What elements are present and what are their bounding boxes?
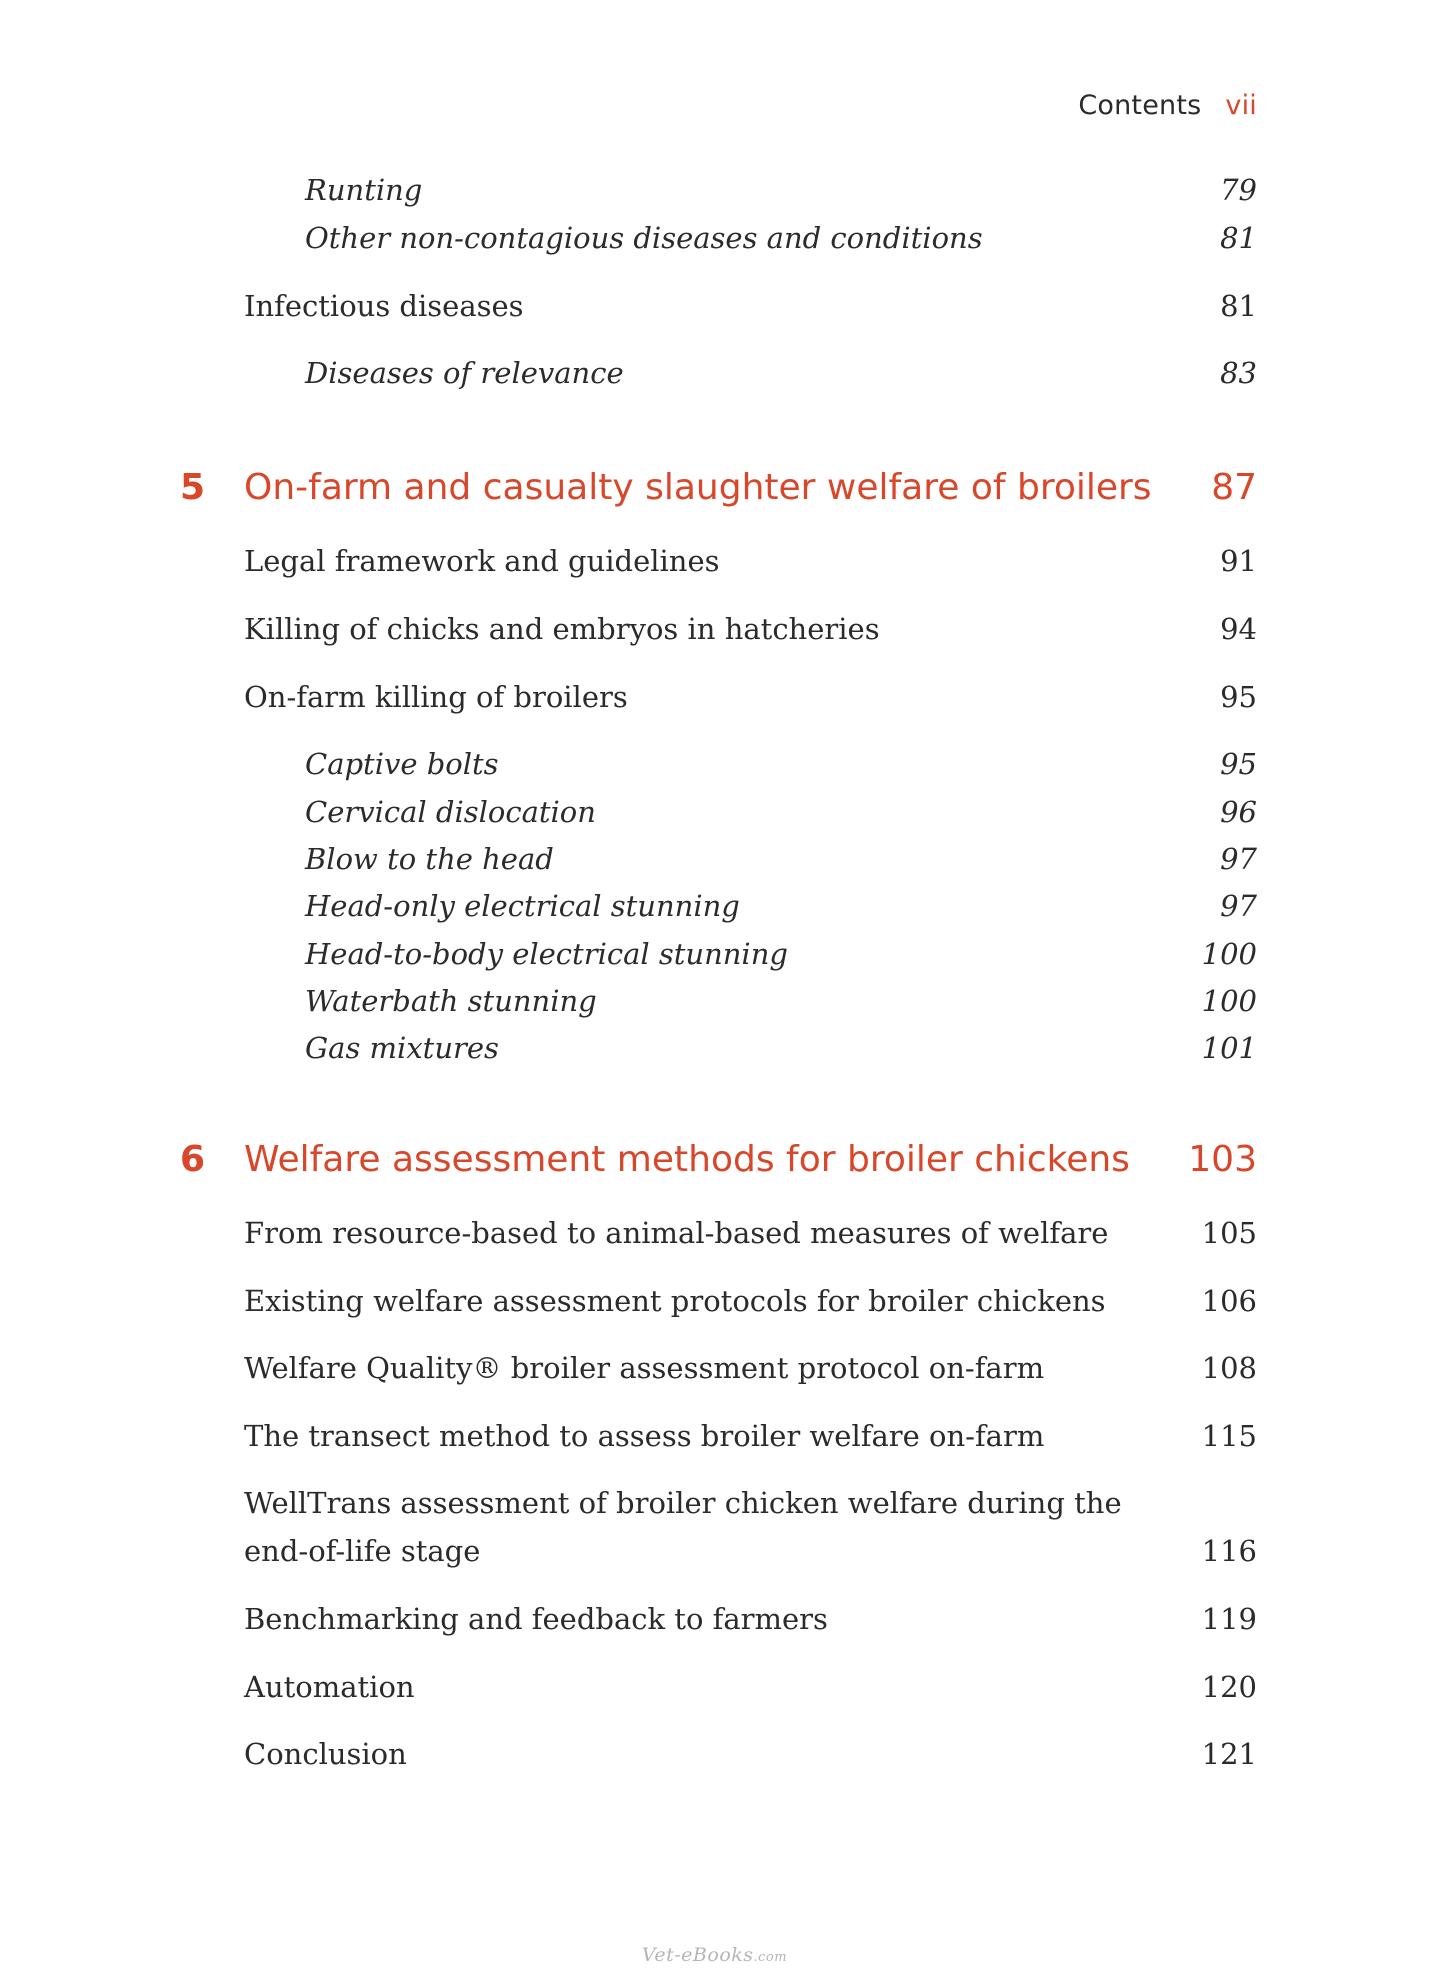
toc-entry[interactable] — [244, 1284, 1257, 1318]
toc-entry[interactable] — [305, 842, 1257, 876]
chapter-page: 103 — [1188, 1139, 1257, 1180]
toc-entry-label: Diseases of relevance — [305, 356, 624, 390]
toc-entry-page: 116 — [1201, 1534, 1257, 1568]
toc-entry-runting[interactable] — [305, 173, 1257, 207]
toc-entry[interactable] — [305, 1031, 1257, 1065]
toc-entry-page: 105 — [1201, 1216, 1257, 1250]
toc-entry-label: Legal framework and guidelines — [244, 544, 720, 578]
toc-entry[interactable] — [244, 1351, 1257, 1385]
toc-entry[interactable] — [244, 1670, 1257, 1704]
toc-entry[interactable] — [305, 984, 1257, 1018]
toc-entry-label: Automation — [244, 1670, 415, 1704]
toc-entry[interactable] — [244, 1419, 1257, 1453]
toc-entry-label: Head-only electrical stunning — [305, 889, 740, 923]
toc-entry-label: Killing of chicks and embryos in hatcheries — [244, 612, 880, 646]
chapter-page: 87 — [1211, 467, 1257, 508]
toc-entry-page: 95 — [1220, 680, 1257, 714]
header-title: Contents — [1078, 90, 1202, 121]
toc-entry-label: The transect method to assess broiler welfare on-farm — [244, 1419, 1045, 1453]
watermark — [0, 1944, 1429, 1966]
toc-entry-label: Existing welfare assessment protocols for broiler chickens — [244, 1284, 1106, 1318]
toc-entry-label: Gas mixtures — [305, 1031, 499, 1065]
toc-entry-page: 101 — [1201, 1031, 1257, 1065]
toc-entry[interactable] — [244, 1216, 1257, 1250]
toc-entry-label: Other non-contagious diseases and conditions — [305, 221, 983, 255]
toc-entry-page: 106 — [1201, 1284, 1257, 1318]
toc-entry-label: From resource-based to animal-based measures of welfare — [244, 1216, 1109, 1250]
toc-entry[interactable] — [244, 612, 1257, 646]
toc-entry-page: 83 — [1220, 356, 1257, 390]
toc-entry[interactable] — [244, 680, 1257, 714]
toc-entry-diseases-of-relevance[interactable] — [305, 356, 1257, 390]
toc-entry-label: Conclusion — [244, 1737, 407, 1771]
toc-entry[interactable] — [244, 544, 1257, 578]
toc-chapter-5[interactable] — [180, 467, 1257, 508]
toc-entry-page: 115 — [1201, 1419, 1257, 1453]
toc-entry-label: Cervical dislocation — [305, 795, 596, 829]
toc-entry[interactable] — [244, 1602, 1257, 1636]
toc-entry-label: Head-to-body electrical stunning — [305, 937, 788, 971]
toc-entry-label: Waterbath stunning — [305, 984, 597, 1018]
toc-entry-other-diseases[interactable] — [305, 221, 1257, 255]
toc-entry-page: 108 — [1201, 1351, 1257, 1385]
toc-entry[interactable] — [305, 937, 1257, 971]
toc-entry-page: 97 — [1220, 842, 1257, 876]
chapter-number: 6 — [180, 1139, 206, 1180]
toc-entry-label: Infectious diseases — [244, 289, 524, 323]
header-page-number: vii — [1225, 90, 1257, 121]
running-header — [1078, 90, 1257, 121]
toc-entry-page: 120 — [1201, 1670, 1257, 1704]
toc-entry-page: 97 — [1220, 889, 1257, 923]
toc-entry-page: 79 — [1220, 173, 1257, 207]
watermark-main: Vet-eBooks — [641, 1944, 754, 1966]
toc-entry-label: Benchmarking and feedback to farmers — [244, 1602, 828, 1636]
chapter-title: Welfare assessment methods for broiler chickens — [244, 1139, 1130, 1180]
toc-entry-page: 95 — [1220, 747, 1257, 781]
toc-entry-page: 100 — [1201, 937, 1257, 971]
toc-entry[interactable] — [244, 1737, 1257, 1771]
chapter-title: On-farm and casualty slaughter welfare of broilers — [244, 467, 1152, 508]
toc-entry-page: 119 — [1201, 1602, 1257, 1636]
toc-entry-page: 91 — [1220, 544, 1257, 578]
toc-entry-label: WellTrans assessment of broiler chicken welfare during the end-of-life stage — [244, 1486, 1122, 1568]
toc-entry-label: Blow to the head — [305, 842, 554, 876]
toc-entry-label: On-farm killing of broilers — [244, 680, 628, 714]
toc-entry[interactable] — [305, 889, 1257, 923]
watermark-suffix: .com — [753, 1950, 788, 1965]
toc-entry-label: Welfare Quality® broiler assessment protocol on-farm — [244, 1351, 1045, 1385]
toc-entry[interactable] — [305, 747, 1257, 781]
toc-entry[interactable] — [244, 1479, 1257, 1575]
toc-entry-page: 100 — [1201, 984, 1257, 1018]
toc-entry-page: 96 — [1220, 795, 1257, 829]
toc-entry-page: 81 — [1220, 289, 1257, 323]
toc-entry-label: Captive bolts — [305, 747, 499, 781]
toc-chapter-6[interactable] — [180, 1139, 1257, 1180]
chapter-number: 5 — [180, 467, 206, 508]
toc-entry[interactable] — [305, 795, 1257, 829]
toc-entry-page: 94 — [1220, 612, 1257, 646]
toc-entry-page: 121 — [1201, 1737, 1257, 1771]
toc-entry-label: Runting — [305, 173, 423, 207]
toc-entry-infectious-diseases[interactable] — [244, 289, 1257, 323]
toc-entry-page: 81 — [1220, 221, 1257, 255]
